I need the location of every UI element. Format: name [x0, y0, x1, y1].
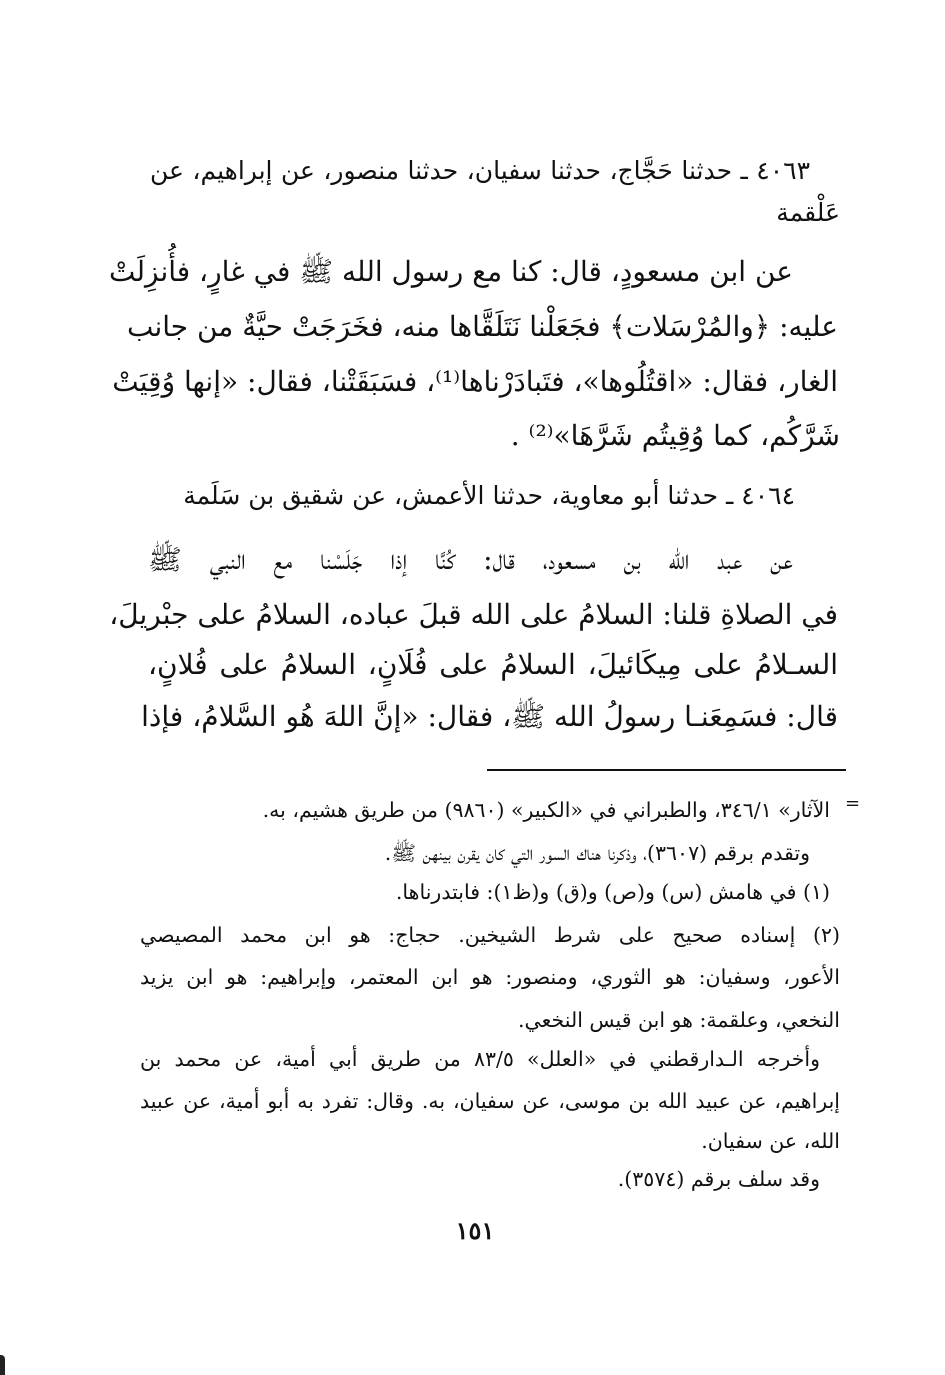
footnote-line: النخعي، وعلقمة: هو ابن قيس النخعي. — [518, 1008, 840, 1032]
scan-edge-mark — [0, 1355, 5, 1375]
hadith-4063-matn-line: عليه: ﴿والمُرْسَلات﴾ فجَعَلْنا نَتَلَقَّاها منه، فخَرَجَتْ حيَّةٌ من جانب — [126, 310, 838, 343]
page-number: ١٥١ — [455, 1216, 495, 1245]
hadith-4063-isnad-line: عَلْقمة — [776, 198, 840, 227]
footnote-line: (٢) إسناده صحيح على شرط الشيخين. حجاج: هو ابن محمد المصيصي — [140, 923, 840, 947]
hadith-4063-matn-line: شَرَّكُم، كما وُقِيتُم شَرَّهَا»⁽²⁾ . — [510, 419, 840, 452]
hadith-4064-matn-line: قال: فسَمِعَنـا رسولُ الله ﷺ، فقال: «إنَّ اللهَ هُو السَّلامُ، فإذا — [141, 700, 838, 733]
footnote-line: وأخرجه الـدارقطني في «العلل» ٨٣/٥ من طريق أبي أمية، عن محمد بن — [140, 1047, 820, 1071]
hadith-4063-matn-line: الغار، فقال: «اقتُلُوها»، فتَبادَرْناها⁽¹⁾، فسَبَقَتْنا، فقال: «إنها وُقِيَتْ — [112, 365, 838, 398]
footnote-line: إبراهيم، عن عبيد الله بن موسى، عن سفيان، به. وقال: تفرد به أبو أمية، عن عبيد — [140, 1089, 840, 1113]
footnote-line: (١) في هامش (س) و(ص) و(ق) و(ظ١): فابتدرناها. — [395, 880, 830, 904]
hadith-4064-matn-line: في الصلاةِ قلنا: السلامُ على الله قبلَ عباده، السلامُ على جبْريلَ، — [109, 598, 838, 631]
footnote-line: الآثار» ٣٤٦/١، والطبراني في «الكبير» (٩٨٦٠) من طريق هشيم، به. — [262, 798, 830, 822]
footnote-line: وتقدم برقم (٣٦٠٧)، وذكرنا هناك السور التي كان يقرن بينهن ﷺ. — [384, 841, 810, 865]
hadith-4064-matn-line: السـلامُ على مِيكَائيلَ، السلامُ على فُلَانٍ، السلامُ على فُلانٍ، — [148, 648, 838, 681]
footnote-line: الأعور، وسفيان: هو الثوري، ومنصور: هو ابن المعتمر، وإبراهيم: هو ابن يزيد — [140, 965, 840, 989]
hadith-4063-matn-line: عن ابن مسعودٍ، قال: كنا مع رسول الله ﷺ في غارٍ، فأُنزِلَتْ — [108, 255, 793, 288]
footnote-line: وقد سلف برقم (٣٥٧٤). — [617, 1167, 820, 1191]
hadith-4063-isnad-line: ٤٠٦٣ ـ حدثنا حَجَّاج، حدثنا سفيان، حدثنا منصور، عن إبراهيم، عن — [150, 156, 810, 185]
footnote-continuation-mark: = — [845, 793, 861, 814]
hadith-4064-matn-line: عن عبد الله بن مسعود، قال: كُنَّا إذا جَلَسْنا مع النبي ﷺ — [148, 543, 793, 576]
footnote-separator — [487, 769, 846, 771]
hadith-4064-isnad-line: ٤٠٦٤ ـ حدثنا أبو معاوية، حدثنا الأعمش، عن شقيق بن سَلَمة — [183, 481, 795, 510]
footnote-line: الله، عن سفيان. — [701, 1129, 840, 1153]
